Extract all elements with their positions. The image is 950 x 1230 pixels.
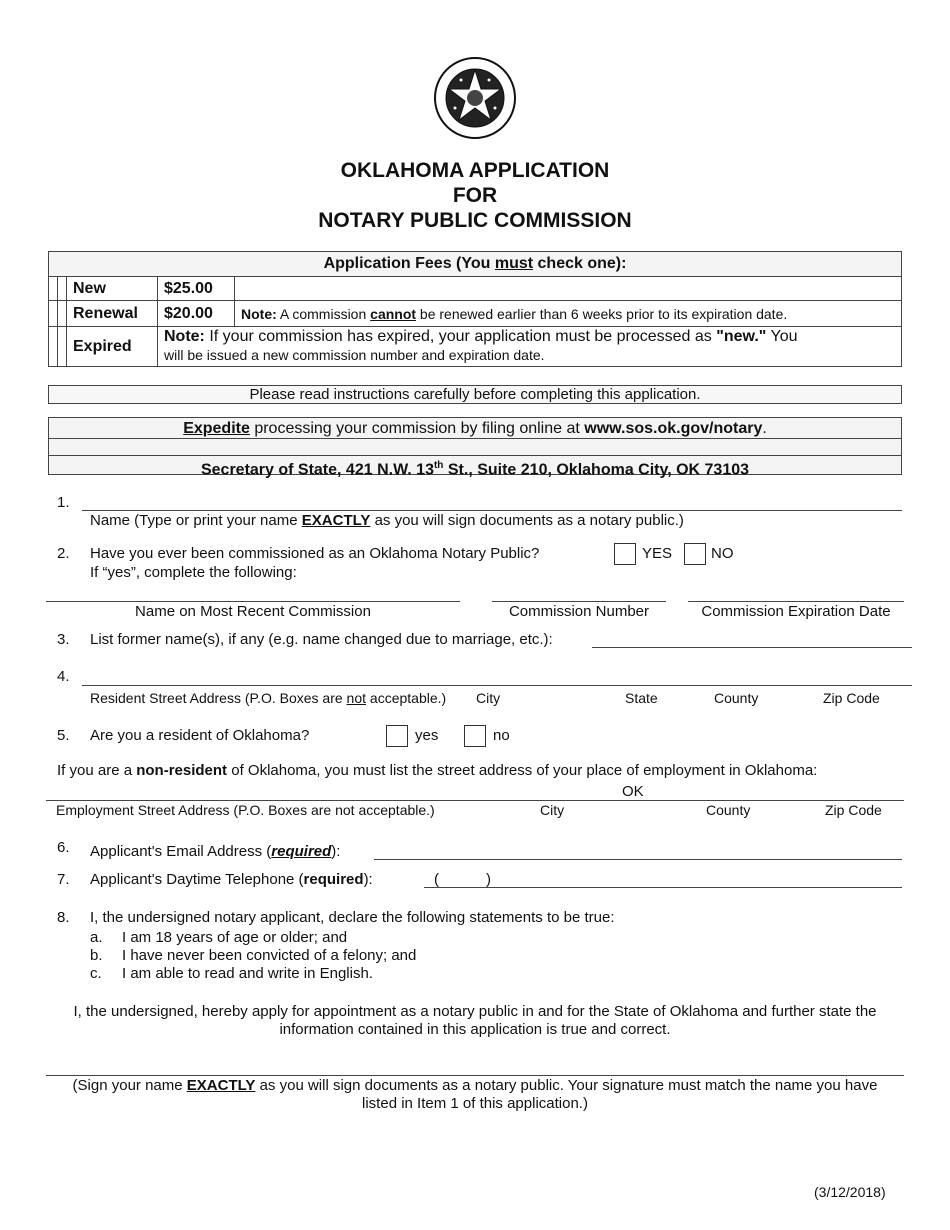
declaration-line1: I, the undersigned, hereby apply for appointment as a notary public in and for the State of Oklahoma and further state the [73, 1003, 877, 1020]
item-number-4: 4. [57, 668, 70, 685]
no-checkbox[interactable] [684, 543, 706, 565]
page-title-line2: FOR [452, 184, 498, 207]
commission-number-label: Commission Number [508, 603, 650, 620]
fees-header: Application Fees (You must check one): [49, 252, 902, 277]
fee-label-expired: Expired [67, 327, 158, 367]
item-number-6: 6. [57, 839, 70, 856]
fee-checkbox-renewal-2[interactable] [58, 301, 67, 327]
secretary-address: Secretary of State, 421 N.W. 13th St., Suite 210, Oklahoma City, OK 73103 [200, 460, 750, 479]
statement-a-marker: a. [90, 929, 103, 946]
statement-c: I am able to read and write in English. [122, 965, 373, 982]
oklahoma-state-seal-icon [433, 56, 517, 140]
employment-zip-label: Zip Code [825, 802, 882, 818]
employment-county-label: County [706, 802, 751, 818]
item-number-3: 3. [57, 631, 70, 648]
question-2-label: Have you ever been commissioned as an Oklahoma Notary Public? [90, 545, 540, 562]
email-field[interactable] [374, 859, 902, 860]
statement-b-marker: b. [90, 947, 103, 964]
page-title-line1: OKLAHOMA APPLICATION [340, 159, 610, 182]
resident-no-checkbox[interactable] [464, 725, 486, 747]
telephone-label: Applicant's Daytime Telephone (required): [90, 871, 373, 888]
item-number-7: 7. [57, 871, 70, 888]
resident-no-label: no [493, 727, 510, 744]
fee-checkbox-new-2[interactable] [58, 277, 67, 301]
recent-name-label: Name on Most Recent Commission [135, 603, 371, 620]
statement-a: I am 18 years of age or older; and [122, 929, 348, 946]
resident-yes-label: yes [415, 727, 439, 744]
fee-note-new [235, 277, 902, 301]
yes-label: YES [642, 545, 673, 562]
statement-b: I have never been convicted of a felony; and [122, 947, 417, 964]
fee-amount-new: $25.00 [158, 277, 235, 301]
declaration-line2: information contained in this application is true and correct. [279, 1021, 671, 1038]
signature-instruction-line1: (Sign your name EXACTLY as you will sign documents as a notary public. Your signature must match the name you have [72, 1077, 878, 1094]
resident-address-field[interactable] [82, 685, 912, 686]
expedite-address-box [48, 417, 902, 479]
fee-checkbox-expired[interactable] [49, 327, 58, 367]
resident-city-label: City [476, 690, 501, 706]
item-number-5: 5. [57, 727, 70, 744]
item-number-1: 1. [57, 494, 70, 511]
expedite-line: Expedite processing your commission by filing online at www.sos.ok.gov/notary. [49, 418, 901, 439]
non-resident-instruction: If you are a non-resident of Oklahoma, you must list the street address of your place of employment in Oklahoma: [57, 762, 818, 779]
no-label: NO [711, 545, 734, 562]
employment-address-label: Employment Street Address (P.O. Boxes are not acceptable.) [56, 802, 435, 818]
statement-c-marker: c. [90, 965, 102, 982]
name-field[interactable] [82, 510, 902, 511]
recent-name-field[interactable] [46, 601, 460, 602]
fee-label-renewal: Renewal [67, 301, 158, 327]
item-number-2: 2. [57, 545, 70, 562]
telephone-area-open: ( [434, 871, 439, 888]
fee-amount-renewal: $20.00 [158, 301, 235, 327]
fee-checkbox-new[interactable] [49, 277, 58, 301]
signature-instruction-line2: listed in Item 1 of this application.) [362, 1095, 588, 1112]
telephone-field[interactable] [424, 887, 902, 888]
question-2-sub: If “yes”, complete the following: [90, 564, 297, 581]
commission-number-field[interactable] [492, 601, 666, 602]
yes-checkbox[interactable] [614, 543, 636, 565]
resident-address-label: Resident Street Address (P.O. Boxes are not acceptable.) [90, 690, 447, 706]
employment-state-value: OK [622, 783, 644, 800]
employment-city-label: City [540, 802, 565, 818]
name-label: Name (Type or print your name EXACTLY as you will sign documents as a notary public.) [90, 512, 684, 529]
application-fees-table [48, 251, 902, 367]
email-label: Applicant's Email Address (required): [90, 843, 341, 860]
fee-label-new: New [67, 277, 158, 301]
fee-note-expired: Note: If your commission has expired, your application must be processed as "new." You will be issued a new commission number and expiration date. [158, 327, 902, 367]
resident-state-label: State [625, 690, 658, 706]
former-names-field[interactable] [592, 647, 912, 648]
fee-note-renewal: Note: A commission cannot be renewed earlier than 6 weeks prior to its expiration date. [235, 301, 902, 327]
employment-address-field[interactable] [46, 800, 904, 801]
instructions-banner: Please read instructions carefully before completing this application. [48, 385, 902, 404]
resident-yes-checkbox[interactable] [386, 725, 408, 747]
resident-county-label: County [714, 690, 759, 706]
telephone-area-close: ) [486, 871, 491, 888]
commission-expiration-label: Commission Expiration Date [701, 603, 891, 620]
signature-field[interactable] [46, 1075, 904, 1076]
fee-checkbox-expired-2[interactable] [58, 327, 67, 367]
commission-expiration-field[interactable] [688, 601, 904, 602]
resident-question-label: Are you a resident of Oklahoma? [90, 727, 310, 744]
item-number-8: 8. [57, 909, 70, 926]
declaration-intro: I, the undersigned notary applicant, declare the following statements to be true: [90, 909, 615, 926]
resident-zip-label: Zip Code [823, 690, 880, 706]
former-names-label: List former name(s), if any (e.g. name changed due to marriage, etc.): [90, 631, 553, 648]
page-title-line3: NOTARY PUBLIC COMMISSION [318, 209, 632, 232]
form-revision-date: (3/12/2018) [814, 1184, 886, 1200]
fee-checkbox-renewal[interactable] [49, 301, 58, 327]
